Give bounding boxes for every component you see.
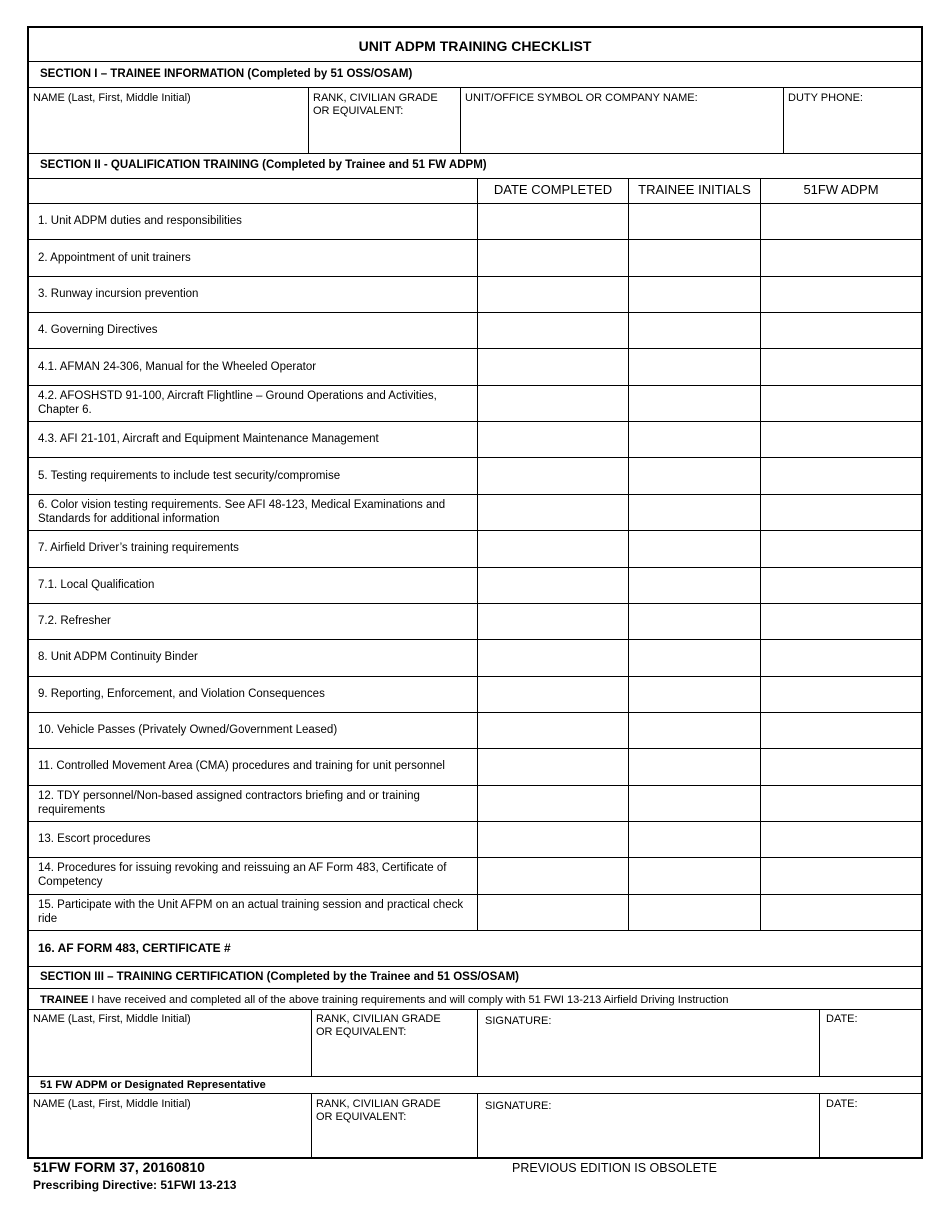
date-completed-cell[interactable]	[478, 858, 628, 892]
row-divider	[29, 821, 921, 822]
form-title: UNIT ADPM TRAINING CHECKLIST	[358, 38, 592, 54]
cert-trainee-name-label: NAME (Last, First, Middle Initial)	[33, 1013, 191, 1025]
prescribing-directive: Prescribing Directive: 51FWI 13-213	[33, 1178, 237, 1192]
checklist-item-row	[29, 385, 478, 421]
checklist-item-row	[29, 567, 478, 603]
row-divider	[29, 239, 921, 240]
checklist-item-label: 9. Reporting, Enforcement, and Violation Consequences	[38, 687, 325, 700]
unit-office-label: UNIT/OFFICE SYMBOL OR COMPANY NAME:	[465, 92, 698, 104]
date-completed-cell[interactable]	[478, 640, 628, 674]
checklist-item-label: 3. Runway incursion prevention	[38, 287, 199, 300]
cert-trainee-rank-label-2: OR EQUIVALENT:	[316, 1026, 407, 1038]
trainee-initials-cell[interactable]	[629, 204, 760, 238]
date-completed-header: DATE COMPLETED	[493, 182, 613, 197]
checklist-item-label: 13. Escort procedures	[38, 833, 151, 846]
adpm-initials-cell[interactable]	[761, 568, 921, 602]
date-completed-cell[interactable]	[478, 713, 628, 747]
date-completed-cell[interactable]	[478, 677, 628, 711]
obsolete-notice: PREVIOUS EDITION IS OBSOLETE	[512, 1161, 717, 1175]
trainee-initials-cell[interactable]	[629, 677, 760, 711]
form-identifier: 51FW FORM 37, 20160810	[33, 1159, 205, 1175]
adpm-initials-cell[interactable]	[761, 422, 921, 456]
date-completed-cell[interactable]	[478, 568, 628, 602]
cert-trainee-rank-label-1: RANK, CIVILIAN GRADE	[316, 1013, 441, 1025]
checklist-item-row	[29, 530, 478, 566]
date-completed-cell[interactable]	[478, 313, 628, 347]
cert-adpm-signature-field[interactable]	[478, 1118, 819, 1158]
section-1-heading: SECTION I – TRAINEE INFORMATION (Completed by 51 OSS/OSAM)	[40, 68, 413, 80]
trainee-initials-cell[interactable]	[629, 604, 760, 638]
cert-trainee-signature-label: SIGNATURE:	[485, 1015, 552, 1027]
cert-adpm-rank-label-1: RANK, CIVILIAN GRADE	[316, 1098, 441, 1110]
checklist-item-label: 5. Testing requirements to include test security/compromise	[38, 469, 341, 482]
row-divider	[29, 494, 921, 495]
trainee-initials-cell[interactable]	[629, 422, 760, 456]
cert-adpm-name-field[interactable]	[29, 1125, 311, 1158]
trainee-statement-bold: TRAINEE	[40, 994, 89, 1006]
adpm-header: 51FW ADPM	[803, 182, 879, 197]
trainee-initials-cell[interactable]	[629, 495, 760, 529]
trainee-initials-cell[interactable]	[629, 786, 760, 820]
checklist-item-row	[29, 676, 478, 712]
certificate-number-label: 16. AF FORM 483, CERTIFICATE #	[38, 941, 231, 955]
row-divider	[29, 676, 921, 677]
trainee-initials-cell[interactable]	[629, 858, 760, 892]
cert-trainee-signature-field[interactable]	[478, 1033, 819, 1075]
date-completed-cell[interactable]	[478, 349, 628, 383]
adpm-initials-cell[interactable]	[761, 240, 921, 274]
trainee-name-label: NAME (Last, First, Middle Initial)	[33, 92, 191, 104]
adpm-initials-cell[interactable]	[761, 277, 921, 311]
date-completed-cell[interactable]	[478, 895, 628, 929]
trainee-initials-cell[interactable]	[629, 895, 760, 929]
adpm-initials-cell[interactable]	[761, 349, 921, 383]
row-divider	[29, 530, 921, 531]
checklist-item-label: 6. Color vision testing requirements. See AFI 48-123, Medical Examinations and Standards for additional information	[38, 498, 446, 525]
adpm-initials-cell[interactable]	[761, 640, 921, 674]
section-2-heading: SECTION II - QUALIFICATION TRAINING (Completed by Trainee and 51 FW ADPM)	[40, 159, 487, 171]
trainee-statement-text: I have received and completed all of the above training requirements and will comply with 51 FWI 13-213 Airfield Driving Instruction	[88, 994, 729, 1006]
adpm-initials-cell[interactable]	[761, 895, 921, 929]
adpm-initials-cell[interactable]	[761, 604, 921, 638]
checklist-item-label: 7. Airfield Driver’s training requirements	[38, 542, 239, 555]
checklist-item-label: 4.1. AFMAN 24-306, Manual for the Wheeled Operator	[38, 360, 317, 373]
checklist-item-row	[29, 603, 478, 639]
row-divider	[29, 785, 921, 786]
checklist-item-label: 15. Participate with the Unit AFPM on an actual training session and practical check ride	[38, 898, 464, 925]
adpm-initials-cell[interactable]	[761, 495, 921, 529]
section-3-heading: SECTION III – TRAINING CERTIFICATION (Completed by the Trainee and 51 OSS/OSAM)	[40, 971, 520, 983]
date-completed-cell[interactable]	[478, 604, 628, 638]
trainee-statement	[40, 994, 728, 1006]
adpm-initials-cell[interactable]	[761, 749, 921, 783]
date-completed-cell[interactable]	[478, 822, 628, 856]
checklist-item-label: 1. Unit ADPM duties and responsibilities	[38, 215, 242, 228]
trainee-initials-header: TRAINEE INITIALS	[638, 182, 751, 197]
checklist-item-label: 12. TDY personnel/Non-based assigned contractors briefing and or training requirements	[38, 789, 420, 816]
adpm-initials-cell[interactable]	[761, 313, 921, 347]
date-completed-cell[interactable]	[478, 204, 628, 238]
adpm-initials-cell[interactable]	[761, 386, 921, 420]
trainee-initials-cell[interactable]	[629, 277, 760, 311]
checklist-item-row	[29, 312, 478, 348]
trainee-rank-field[interactable]	[309, 118, 460, 152]
row-divider	[29, 421, 921, 422]
checklist-item-row	[29, 494, 478, 530]
row-divider	[29, 276, 921, 277]
checklist-item-row	[29, 457, 478, 493]
trainee-initials-cell[interactable]	[629, 531, 760, 565]
row-divider	[29, 712, 921, 713]
checklist-item-row	[29, 712, 478, 748]
cert-adpm-rank-field[interactable]	[312, 1125, 477, 1158]
trainee-initials-cell[interactable]	[629, 313, 760, 347]
date-completed-cell[interactable]	[478, 495, 628, 529]
cert-trainee-date-label: DATE:	[826, 1013, 858, 1025]
adpm-initials-cell[interactable]	[761, 677, 921, 711]
row-divider	[29, 385, 921, 386]
checklist-item-row	[29, 748, 478, 784]
row-divider	[29, 603, 921, 604]
row-divider	[29, 894, 921, 895]
row-divider	[29, 348, 921, 349]
cert-trainee-name-field[interactable]	[29, 1040, 311, 1075]
row-divider	[29, 857, 921, 858]
trainee-rank-label-1: RANK, CIVILIAN GRADE	[313, 92, 438, 104]
cert-adpm-date-field[interactable]	[820, 1118, 921, 1158]
trainee-name-field[interactable]	[29, 118, 308, 152]
checklist-item-row	[29, 348, 478, 384]
checklist-item-label: 7.1. Local Qualification	[38, 578, 155, 591]
cert-adpm-date-label: DATE:	[826, 1098, 858, 1110]
duty-phone-field[interactable]	[784, 118, 921, 152]
date-completed-cell[interactable]	[478, 786, 628, 820]
trainee-initials-cell[interactable]	[629, 568, 760, 602]
trainee-rank-label-2: OR EQUIVALENT:	[313, 105, 404, 117]
cert-trainee-date-field[interactable]	[820, 1033, 921, 1075]
checklist-item-label: 4.3. AFI 21-101, Aircraft and Equipment Maintenance Management	[38, 433, 379, 446]
row-divider	[29, 312, 921, 313]
adpm-initials-cell[interactable]	[761, 858, 921, 892]
checklist-item-label: 8. Unit ADPM Continuity Binder	[38, 651, 198, 664]
date-completed-cell[interactable]	[478, 277, 628, 311]
trainee-initials-cell[interactable]	[629, 713, 760, 747]
row-divider	[29, 567, 921, 568]
checklist-item-label: 10. Vehicle Passes (Privately Owned/Government Leased)	[38, 724, 338, 737]
checklist-item-label: 11. Controlled Movement Area (CMA) procedures and training for unit personnel	[38, 760, 445, 773]
adpm-initials-cell[interactable]	[761, 713, 921, 747]
checklist-item-label: 14. Procedures for issuing revoking and reissuing an AF Form 483, Certificate of Competency	[38, 862, 447, 889]
duty-phone-label: DUTY PHONE:	[788, 92, 863, 104]
trainee-initials-cell[interactable]	[629, 386, 760, 420]
adpm-initials-cell[interactable]	[761, 786, 921, 820]
checklist-item-row	[29, 894, 478, 930]
trainee-initials-cell[interactable]	[629, 640, 760, 674]
cert-adpm-rank-label-2: OR EQUIVALENT:	[316, 1111, 407, 1123]
checklist-item-row	[29, 276, 478, 312]
checklist-item-row	[29, 421, 478, 457]
trainee-initials-cell[interactable]	[629, 240, 760, 274]
checklist-item-label: 7.2. Refresher	[38, 615, 111, 628]
adpm-initials-cell[interactable]	[761, 822, 921, 856]
certificate-number-field[interactable]	[259, 933, 919, 965]
row-divider	[29, 639, 921, 640]
adpm-representative-heading: 51 FW ADPM or Designated Representative	[40, 1079, 266, 1091]
checklist-item-label: 4.2. AFOSHSTD 91-100, Aircraft Flightline – Ground Operations and Activities, Chapter 6.	[38, 389, 437, 416]
checklist-item-row	[29, 785, 478, 821]
date-completed-cell[interactable]	[478, 749, 628, 783]
checklist-item-row	[29, 639, 478, 675]
checklist-item-row	[29, 857, 478, 893]
date-completed-cell[interactable]	[478, 386, 628, 420]
checklist-item-label: 4. Governing Directives	[38, 324, 158, 337]
checklist-item-label: 2. Appointment of unit trainers	[38, 251, 191, 264]
trainee-initials-cell[interactable]	[629, 749, 760, 783]
date-completed-cell[interactable]	[478, 458, 628, 492]
cert-adpm-signature-label: SIGNATURE:	[485, 1100, 552, 1112]
date-completed-cell[interactable]	[478, 422, 628, 456]
checklist-item-row	[29, 203, 478, 239]
checklist-item-row	[29, 821, 478, 857]
adpm-initials-cell[interactable]	[761, 531, 921, 565]
cert-trainee-rank-field[interactable]	[312, 1040, 477, 1075]
trainee-initials-cell[interactable]	[629, 822, 760, 856]
row-divider	[29, 748, 921, 749]
date-completed-cell[interactable]	[478, 531, 628, 565]
training-checklist-form	[27, 26, 923, 1159]
trainee-initials-cell[interactable]	[629, 349, 760, 383]
row-divider	[29, 457, 921, 458]
date-completed-cell[interactable]	[478, 240, 628, 274]
unit-office-field[interactable]	[461, 118, 783, 152]
checklist-item-row	[29, 239, 478, 275]
adpm-initials-cell[interactable]	[761, 458, 921, 492]
trainee-initials-cell[interactable]	[629, 458, 760, 492]
cert-adpm-name-label: NAME (Last, First, Middle Initial)	[33, 1098, 191, 1110]
adpm-initials-cell[interactable]	[761, 204, 921, 238]
